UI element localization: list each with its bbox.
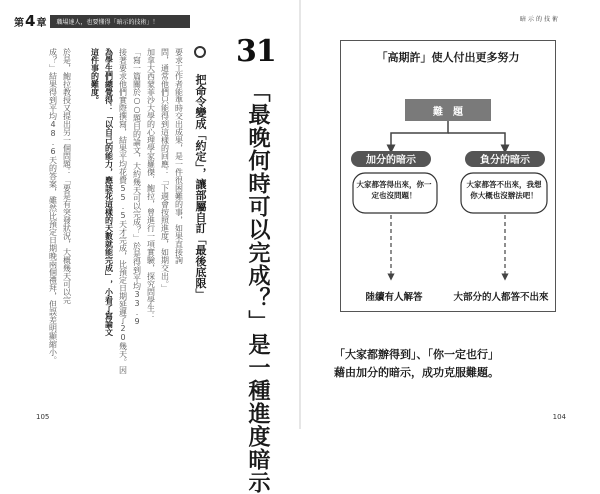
diagram-panel	[340, 40, 556, 312]
negative-result: 大部分的人都答不出來	[453, 292, 549, 303]
body-column-3: 加拿大西蒙菲沙大學的心理學家羅傑．鮑拉，曾進行一項實驗，探究問學生：	[146, 48, 156, 320]
diagram-title: 「高期許」使人付出更多努力	[376, 51, 520, 64]
page-number-right: 104	[552, 413, 566, 421]
positive-pill-label: 加分的暗示	[366, 155, 416, 166]
chapter-suffix: 章	[36, 18, 47, 29]
chapter-prefix: 第	[14, 18, 24, 29]
page-number-left: 105	[36, 413, 50, 421]
section-number: 31	[236, 34, 276, 69]
right-page	[300, 0, 600, 429]
negative-bubble-text: 大家都答不出來，我想你大概也沒辦法吧！	[466, 180, 542, 200]
chapter-title-bar: 職場達人，也要懂得「暗示的技術」！	[50, 15, 190, 28]
positive-bubble-text: 大家都答得出來，你一定也沒問題！	[356, 180, 432, 200]
heading-bullet-icon	[194, 46, 206, 58]
body-column-5: 接著要求他們實際撰寫，結果平均花費55.5天才完成，比預定日期延遲了20幾天。因	[118, 48, 128, 374]
caption-line-2: 藉由加分的暗示，成功克服難題。	[334, 366, 499, 379]
body-column-2: 問，通常他們只能得到這樣的回應：「下週會按照進度，如期交出。」	[160, 48, 170, 292]
body-column-6: 為學生們總覺得：「以自己的能力，應該花這樣的天數就能完成」，小看了寫論文	[104, 48, 114, 336]
body-column-1: 要求工作者能準時交出成果，是一件很困難的事，如果直接詢	[174, 48, 184, 264]
flow-diagram	[341, 41, 555, 311]
positive-result: 陸續有人解答	[365, 292, 423, 303]
heading-text: 把命令變成「約定」，讓部屬自訂「最後底限」	[194, 74, 207, 300]
body-column-9: 成？」結果得到平均48.6天的答案，雖然比預定日期晚兩個禮拜，但誤差明顯縮小。	[48, 48, 58, 364]
caption-line-1: 「大家都辦得到」、「你一定也行」	[334, 348, 499, 361]
body-column-7: 這件事的難度。	[90, 48, 100, 104]
section-title: 「最晚何時可以完成？」是一種進度暗示	[245, 80, 270, 494]
connector-left	[391, 121, 448, 149]
chapter-header	[14, 12, 190, 30]
chapter-label	[14, 12, 46, 30]
body-column-8: 於是，鮑拉教授又提出另一個問題：「要是有突發狀況，大概幾天可以完	[62, 48, 72, 304]
negative-pill-label: 負分的暗示	[480, 155, 530, 166]
section-heading	[192, 46, 208, 300]
problem-box-label: 難 題	[433, 107, 463, 118]
running-header: 暗示的技術	[520, 16, 561, 23]
chapter-number: 4	[25, 12, 36, 30]
connector-right	[448, 133, 505, 149]
body-column-4: 「寫一篇關於○○題目的論文，大約幾天可以完成？」於是得到平均33.9	[132, 48, 142, 326]
